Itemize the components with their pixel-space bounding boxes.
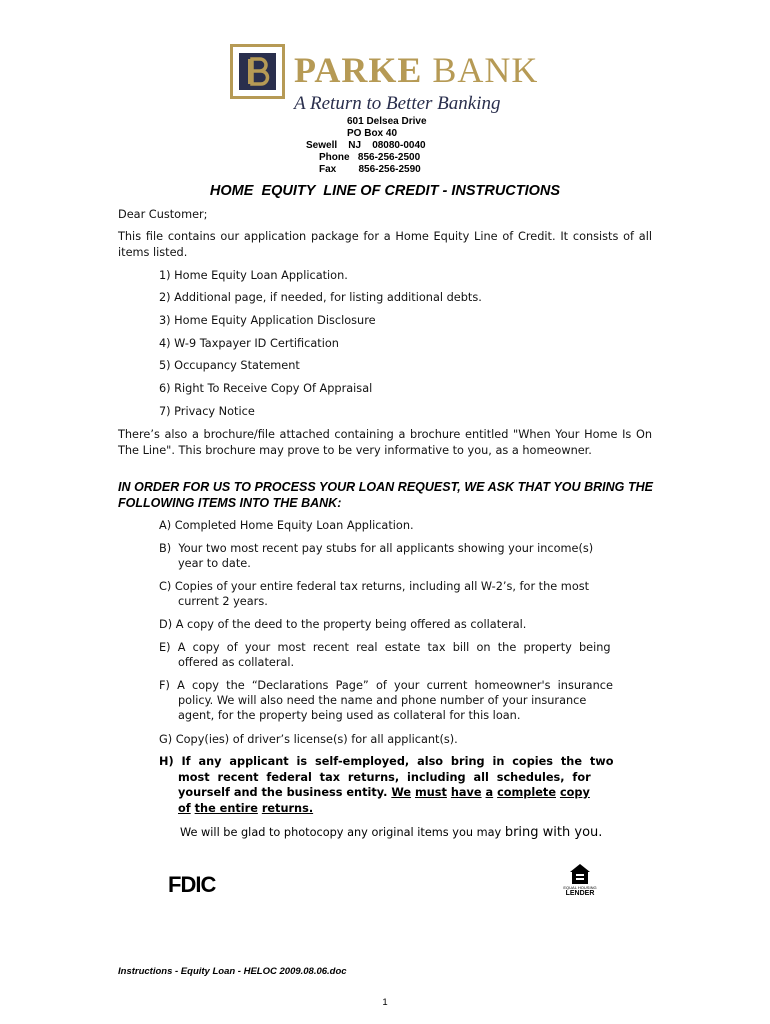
requirement-text: D) A copy of the deed to the property being offered as collateral. [159,618,527,631]
package-item: 7) Privacy Notice [159,405,255,418]
address-state: NJ [348,140,362,151]
phone-label: Phone [319,152,350,163]
equal-housing-caption: EQUAL HOUSING [563,885,597,890]
requirement-text: H) If any applicant is self-employed, also bring in copies the two [159,755,614,768]
closing-main: We will be glad to photocopy any original items you may [180,826,505,839]
greeting: Dear Customer; [118,208,208,221]
requirement-text-cont-emphasis [159,801,589,817]
bank-name-second: BANK [432,50,539,90]
requirement-text-cont: policy. We will also need the name and phone number of your insurance [178,694,587,707]
closing-tail: bring with you. [504,825,603,840]
bank-logo-mark [230,44,285,99]
page-number: 1 [382,997,388,1008]
requirement-text-cont: year to date. [178,557,251,570]
fdic-logo: FDIC [168,872,216,897]
package-item: 3) Home Equity Application Disclosure [159,314,376,327]
package-item: 6) Right To Receive Copy Of Appraisal [159,382,373,395]
address-fax-line [319,164,421,176]
fax-number: 856-256-2590 [358,164,421,175]
emphasis-prefix: yourself and the business entity. [178,786,392,799]
requirements-heading: IN ORDER FOR US TO PROCESS YOUR LOAN REQUEST, WE ASK THAT YOU BRING THE FOLLOWING ITEMS INTO THE BANK: [118,480,653,510]
requirement-text: F) A copy the “Declarations Page” of your current homeowner's insurance [159,679,613,692]
emphasis-word: of [178,801,191,815]
equal-housing-house-icon [569,863,591,885]
requirement-text: B) Your two most recent pay stubs for all applicants showing your income(s) [159,542,594,555]
bank-name-first: PARKE [294,50,423,90]
emphasis-word: complete [497,786,556,799]
intro-paragraph: This file contains our application package for a Home Equity Line of Credit. It consists of all items listed. [118,230,652,259]
address-po-box: PO Box 40 [347,128,398,139]
requirement-text: E) A copy of your most recent real estate tax bill on the property being [159,641,611,654]
address-city-line [306,140,426,152]
emphasis-word: copy [559,786,590,799]
footer-file-reference: Instructions - Equity Loan - HELOC 2009.08.06.doc [118,966,347,977]
emphasis-word: returns. [261,801,314,815]
brochure-note: There’s also a brochure/file attached containing a brochure entitled "When Your Home Is On The Line". This brochure may prove to be very informative to you, as a homeowner. [118,428,652,457]
bank-logo-b-icon [239,53,276,90]
requirement-item-h [159,754,614,816]
closing-line [180,825,602,840]
requirement-item-c [159,579,589,609]
requirement-text: G) Copy(ies) of driver’s license(s) for all applicant(s). [159,733,458,746]
emphasis-word: have [450,786,482,799]
requirement-item-d [159,617,589,632]
emphasis-word: the entire [194,801,258,815]
address-city: Sewell [306,140,338,151]
requirement-item-a [159,518,589,533]
fax-label: Fax [319,164,337,175]
document-title: HOME EQUITY LINE OF CREDIT - INSTRUCTIONS [209,183,561,199]
requirement-text-cont: offered as collateral. [178,656,295,669]
emphasis-word: must [414,786,447,799]
requirement-text: A) Completed Home Equity Loan Application. [159,519,414,532]
requirement-text-cont-emphasis [159,785,589,801]
equal-housing-lender-logo [562,863,598,903]
emphasis-word: We [391,786,412,799]
requirement-item-b [159,541,594,571]
requirement-text-cont: agent, for the property being used as collateral for this loan. [178,709,521,722]
bank-tagline: A Return to Better Banking [294,93,501,114]
bank-name [294,50,538,90]
requirement-text-cont: current 2 years. [178,595,268,608]
package-item: 4) W-9 Taxpayer ID Certification [159,337,339,350]
requirement-item-g [159,732,589,747]
phone-number: 856-256-2500 [357,152,421,163]
package-item: 1) Home Equity Loan Application. [159,269,348,282]
lender-caption: LENDER [565,890,595,897]
address-phone-line [319,152,420,164]
package-item: 2) Additional page, if needed, for listing additional debts. [159,291,482,304]
package-item: 5) Occupancy Statement [159,359,300,372]
requirement-item-f [159,678,613,723]
requirement-text-cont: most recent federal tax returns, including all schedules, for [178,770,591,784]
requirement-item-e [159,640,611,670]
address-street: 601 Delsea Drive [347,116,427,127]
requirement-text: C) Copies of your entire federal tax returns, including all W-2’s, for the most [159,580,590,593]
emphasis-word: a [485,786,494,799]
address-zip: 08080-0040 [372,140,426,151]
